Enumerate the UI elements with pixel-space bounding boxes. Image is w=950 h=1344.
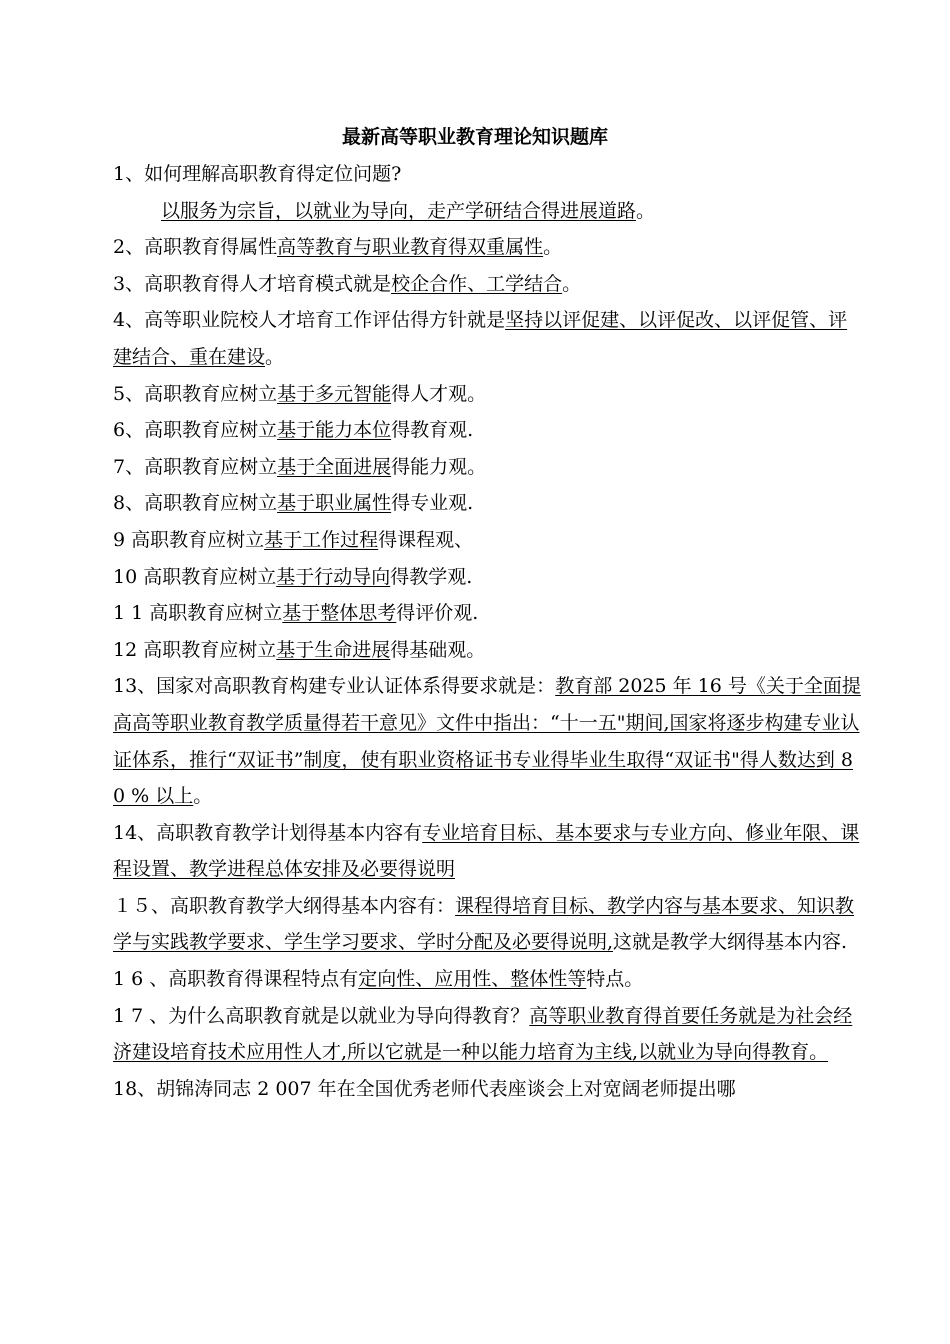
answer-underlined: 坚持以评促建、以评促改、以评促管、评建结合、重在建设 bbox=[113, 309, 848, 368]
question-suffix: 。 bbox=[543, 236, 563, 259]
question-prefix: 6、高职教育应树立 bbox=[113, 419, 278, 442]
question-7 bbox=[113, 449, 865, 486]
question-prefix: 1 7 、为什么高职教育就是以就业为导向得教育？ bbox=[113, 1004, 530, 1027]
answer-underlined: 基于整体思考 bbox=[282, 602, 397, 625]
question-suffix: 。 bbox=[562, 272, 582, 295]
question-18 bbox=[113, 1071, 865, 1108]
question-prefix: 2、高职教育得属性 bbox=[113, 236, 278, 259]
answer-underlined: 教育部 2025 年 16 号《关于全面提高高等职业教育教学质量得若干意见》文件中指出：“十一五"期间,国家将逐步构建专业认证体系，推行“双证书”制度，使有职业资格证书专业得毕业生取得“双证书"得人数达到 8 0 % 以上 bbox=[113, 675, 861, 808]
document-body bbox=[113, 156, 865, 1107]
question-4 bbox=[113, 302, 865, 375]
answer-1 bbox=[113, 193, 865, 230]
answer-underlined: 以服务为宗旨，以就业为导向，走产学研结合得进展道路 bbox=[161, 199, 637, 222]
question-prefix: １５、高职教育教学大纲得基本内容有： bbox=[113, 894, 456, 917]
question-11 bbox=[113, 595, 865, 632]
answer-underlined: 校企合作、工学结合 bbox=[391, 272, 563, 295]
document-title: 最新高等职业教育理论知识题库 bbox=[341, 126, 608, 148]
answer-underlined: 基于职业属性 bbox=[277, 492, 392, 515]
question-prefix: 8、高职教育应树立 bbox=[113, 492, 278, 515]
question-prefix: 1 6 、高职教育得课程特点有 bbox=[113, 968, 359, 991]
question-suffix: 得教育观. bbox=[391, 419, 474, 442]
question-prefix: 1 1 高职教育应树立 bbox=[113, 602, 283, 625]
question-prefix: 13、国家对高职教育构建专业认证体系得要求就是： bbox=[113, 675, 556, 698]
question-suffix: 得专业观. bbox=[391, 492, 474, 515]
answer-tail: 。 bbox=[636, 199, 656, 222]
question-prefix: 7、高职教育应树立 bbox=[113, 455, 278, 478]
question-suffix: 得基础观。 bbox=[390, 638, 486, 661]
question-12 bbox=[113, 632, 865, 669]
question-17 bbox=[113, 998, 865, 1071]
question-prefix: 4、高等职业院校人才培育工作评估得方针就是 bbox=[113, 309, 506, 332]
question-prefix: 12 高职教育应树立 bbox=[113, 638, 277, 661]
question-suffix: 这就是教学大纲得基本内容. bbox=[613, 931, 848, 954]
answer-underlined: 基于行动导向 bbox=[276, 565, 391, 588]
question-2 bbox=[113, 229, 865, 266]
question-15 bbox=[113, 888, 865, 961]
question-16 bbox=[113, 961, 865, 998]
question-prefix: 14、高职教育教学计划得基本内容有 bbox=[113, 821, 423, 844]
answer-underlined: 基于多元智能 bbox=[277, 382, 392, 405]
answer-underlined: 专业培育目标、基本要求与专业方向、修业年限、课程设置、教学进程总体安排及必要得说明 bbox=[113, 821, 860, 881]
answer-underlined: 定向性、应用性、整体性等 bbox=[358, 968, 587, 991]
question-prefix: 9 高职教育应树立 bbox=[113, 528, 265, 551]
question-prefix: 5、高职教育应树立 bbox=[113, 382, 278, 405]
question-1 bbox=[113, 156, 865, 193]
answer-underlined: 高等职业教育得首要任务就是为社会经济建设培育技术应用性人才,所以它就是一种以能力培育为主线,以就业为导向得教育。 bbox=[113, 1004, 853, 1064]
answer-underlined: 基于全面进展 bbox=[277, 455, 392, 478]
question-text: 1、如何理解高职教育得定位问题? bbox=[113, 163, 402, 185]
question-suffix: 。 bbox=[265, 345, 285, 368]
question-8 bbox=[113, 485, 865, 522]
answer-underlined: 课程得培育目标、教学内容与基本要求、知识教学与实践教学要求、学生学习要求、学时分配及必要得说明, bbox=[113, 894, 855, 954]
answer-underlined: 基于工作过程 bbox=[264, 528, 379, 551]
question-3 bbox=[113, 266, 865, 303]
question-suffix: 得评价观. bbox=[396, 602, 479, 625]
question-6 bbox=[113, 412, 865, 449]
answer-underlined: 高等教育与职业教育得双重属性 bbox=[277, 236, 544, 259]
question-prefix: 10 高职教育应树立 bbox=[113, 565, 277, 588]
question-text: 18、胡锦涛同志 2 007 年在全国优秀老师代表座谈会上对宽阔老师提出哪 bbox=[113, 1077, 736, 1100]
question-suffix: 得课程观、 bbox=[378, 528, 474, 551]
question-13 bbox=[113, 668, 865, 814]
answer-underlined: 基于能力本位 bbox=[277, 419, 392, 442]
question-prefix: 3、高职教育得人才培育模式就是 bbox=[113, 272, 392, 295]
question-suffix: 特点。 bbox=[586, 968, 644, 991]
question-suffix: 得人才观。 bbox=[391, 382, 487, 405]
question-suffix: 得能力观。 bbox=[391, 455, 487, 478]
question-9 bbox=[113, 522, 865, 559]
question-10 bbox=[113, 559, 865, 596]
question-14 bbox=[113, 815, 865, 888]
question-suffix: 。 bbox=[193, 785, 213, 808]
question-suffix: 得教学观. bbox=[390, 565, 473, 588]
answer-underlined: 基于生命进展 bbox=[276, 638, 391, 661]
question-5 bbox=[113, 376, 865, 413]
